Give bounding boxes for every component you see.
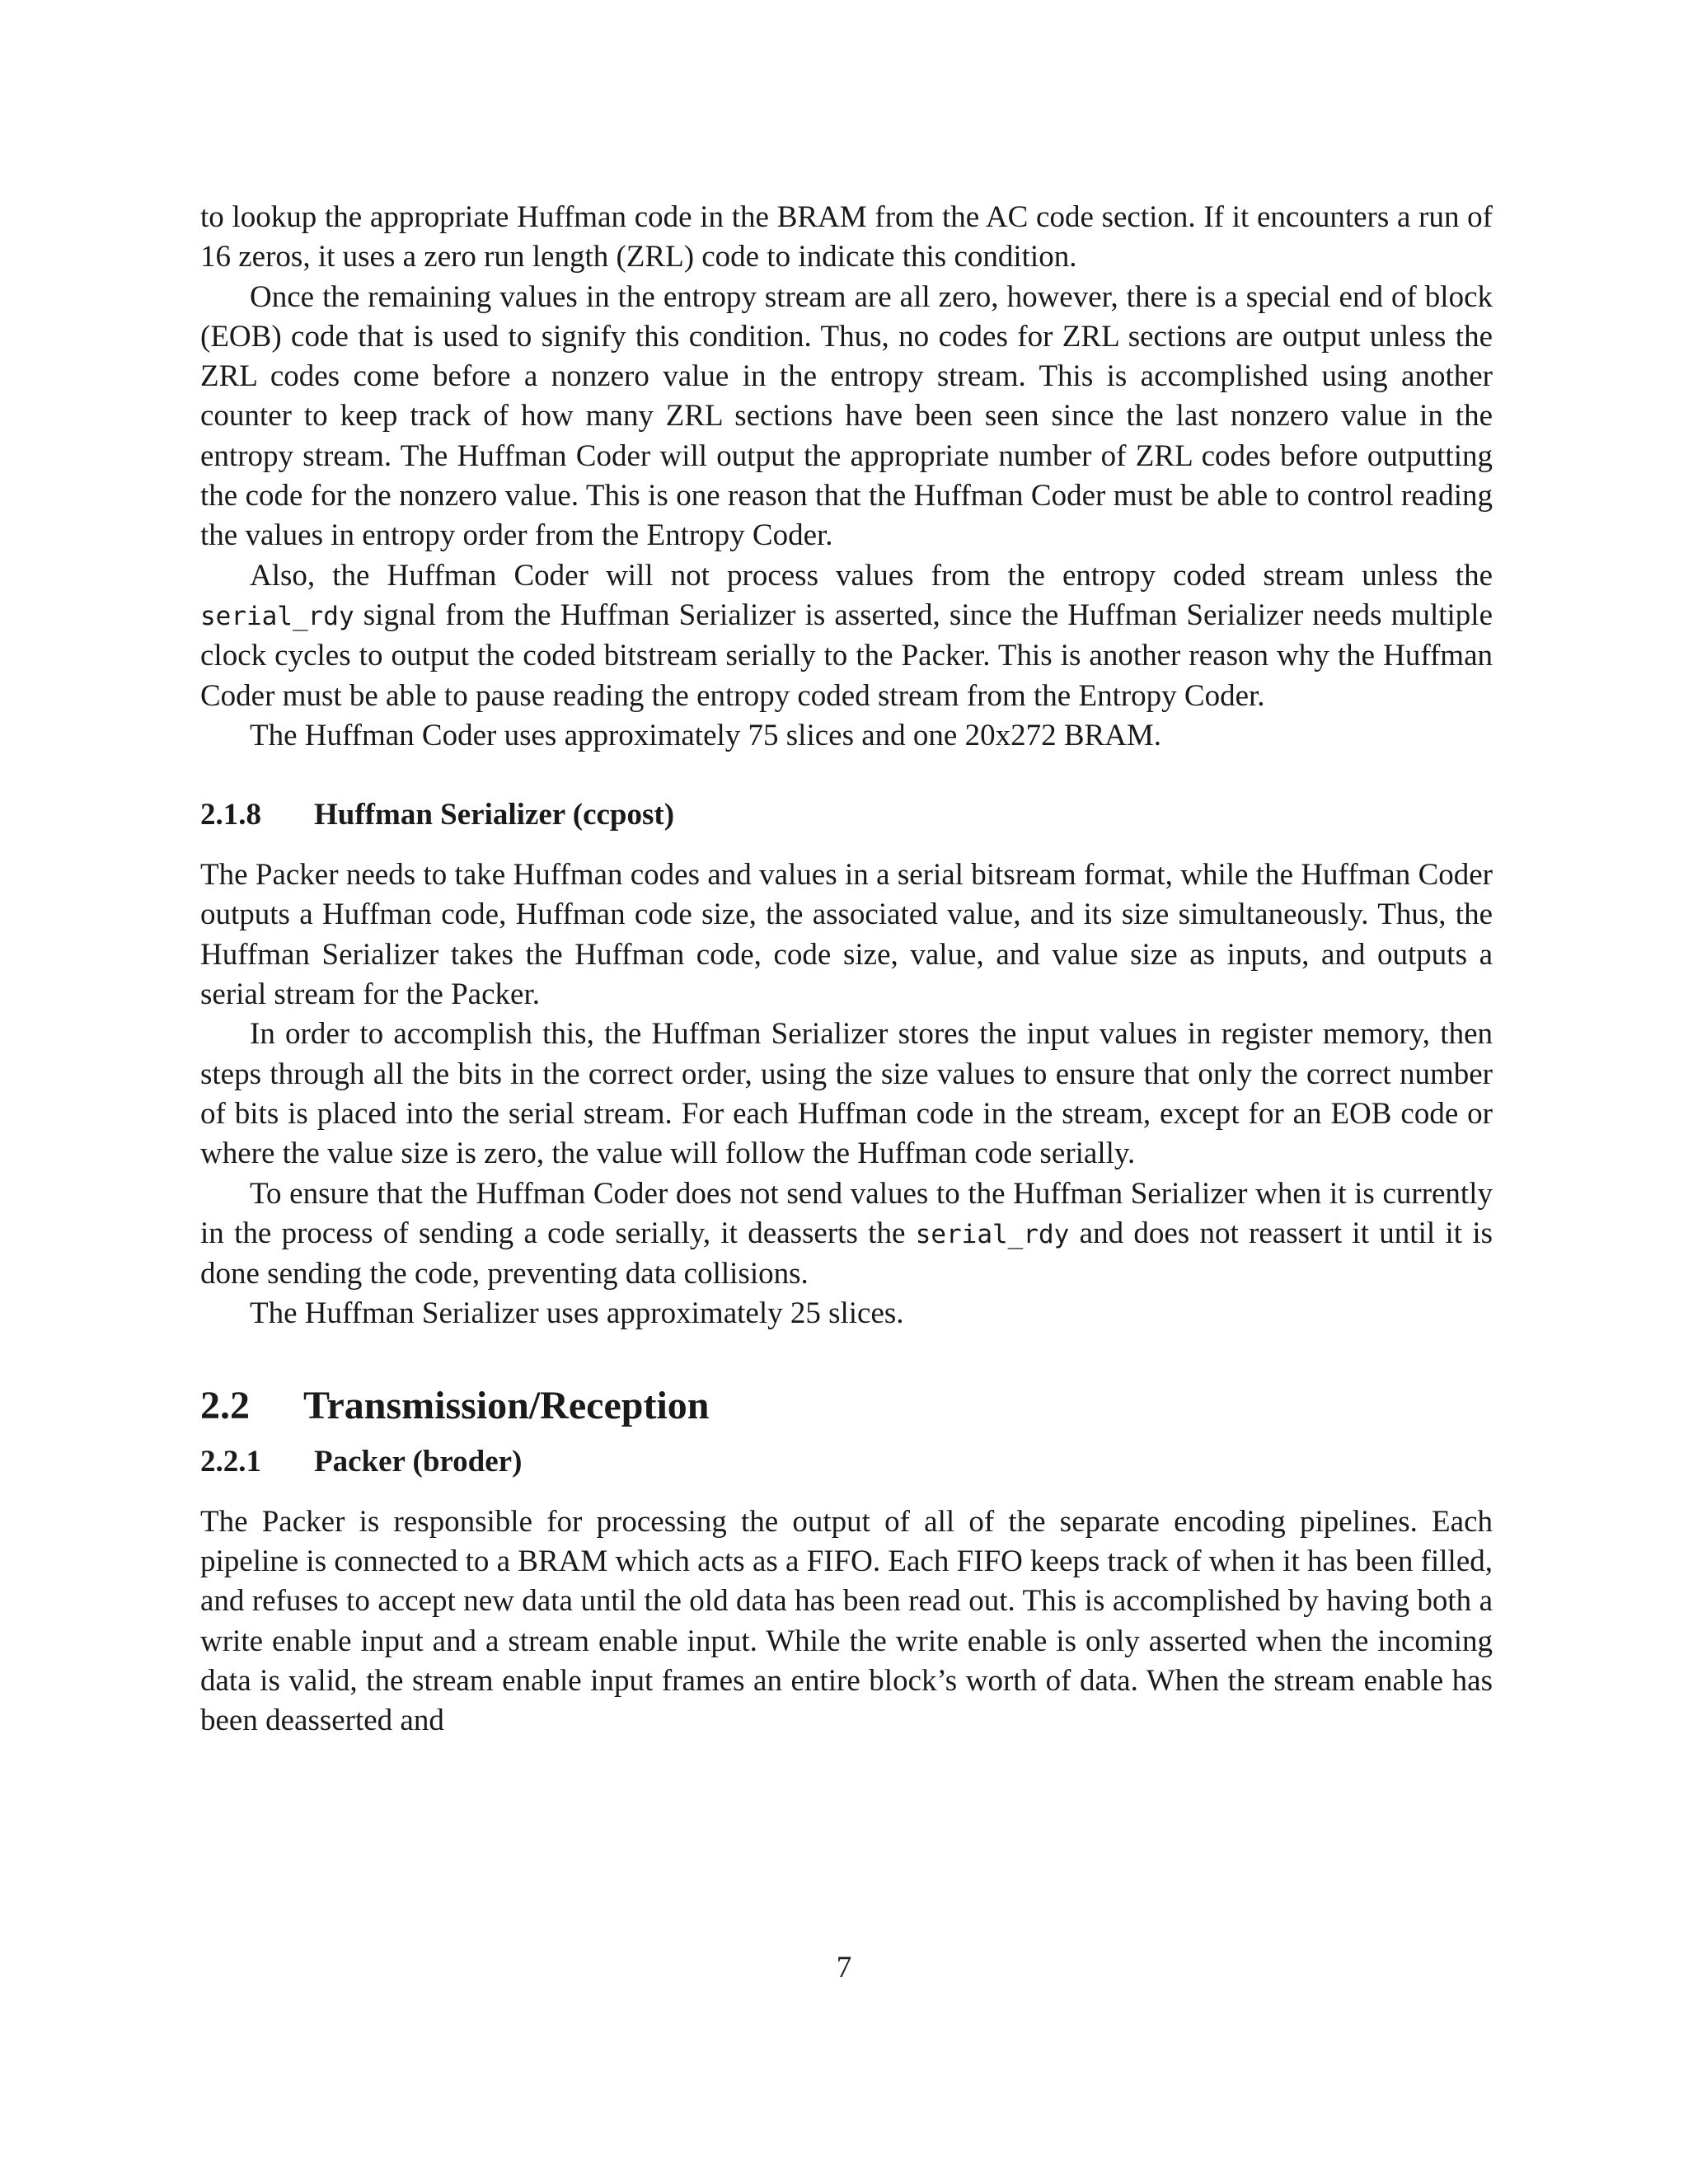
section-title: Packer (broder) [314, 1444, 523, 1479]
paragraph-serializer-intro: The Packer needs to take Huffman codes and values in a serial bitsream format, while the Huffman Coder outputs a Huffman code, Huffman code size, the associated value, and its size simultaneously. Thus, the Huffman Serializer takes the Huffman code, code size, value, and value size as inputs, and outputs a serial stream for the Packer. [200, 858, 1493, 1012]
page-body [200, 198, 1493, 1741]
paragraph-coder-usage: The Huffman Coder uses approximately 75 slices and one 20x272 BRAM. [250, 718, 1162, 752]
paragraph-serializer-deassert [200, 1174, 1493, 1295]
section-heading-2-1-8 [200, 795, 1493, 835]
page-number: 7 [836, 1951, 852, 1985]
section-title: Huffman Serializer (ccpost) [314, 798, 675, 832]
paragraph-serial-rdy [200, 556, 1493, 716]
paragraph-serializer-usage: The Huffman Serializer uses approximately 25 slices. [250, 1296, 904, 1331]
section-heading-2-2 [200, 1381, 1493, 1431]
paragraph-serializer-method: In order to accomplish this, the Huffman Serializer stores the input values in register memory, then steps through all the bits in the correct order, using the size values to ensure that only the correct number of bits is placed into the serial stream. For each Huffman code in the stream, except for an EOB code or where the value size is zero, the value will follow the Huffman code serially. [200, 1017, 1493, 1171]
inline-code: serial_rdy [915, 1219, 1070, 1249]
paragraph-text: Also, the Huffman Coder will not process values from the entropy coded stream unless the [250, 558, 1493, 593]
section-number: 2.2.1 [200, 1444, 261, 1479]
section-title: Transmission/Reception [303, 1383, 710, 1427]
section-heading-2-2-1 [200, 1442, 1493, 1482]
paragraph-continued: to lookup the appropriate Huffman code in the BRAM from the AC code section. If it encounters a run of 16 zeros, it uses a zero run length (ZRL) code to indicate this condition. [200, 200, 1493, 274]
section-number: 2.2 [200, 1383, 250, 1427]
paragraph-eob: Once the remaining values in the entropy stream are all zero, however, there is a special end of block (EOB) code that is used to signify this condition. Thus, no codes for ZRL sections are output unless the ZRL codes come before a nonzero value in the entropy stream. This is accomplished using another counter to keep track of how many ZRL sections have been seen since the last nonzero value in the entropy stream. The Huffman Coder will output the appropriate number of ZRL codes before outputting the code for the nonzero value. This is one reason that the Huffman Coder must be able to control reading the values in entropy order from the Entropy Coder. [200, 279, 1493, 553]
paragraph-packer: The Packer is responsible for processing the output of all of the separate encoding pipelines. Each pipeline is connected to a BRAM which acts as a FIFO. Each FIFO keeps track of when it has been filled, and refuses to accept new data until the old data has been read out. This is accomplished by having both a write enable input and a stream enable input. While the write enable is only asserted when the incoming data is valid, the stream enable input frames an entire block’s worth of data. When the stream enable has been deasserted and [200, 1504, 1493, 1738]
inline-code: serial_rdy [200, 601, 354, 631]
paragraph-text: signal from the Huffman Serializer is asserted, since the Huffman Serializer needs multiple clock cycles to output the coded bitstream serially to the Packer. This is another reason why the Huffman Coder must be able to pause reading the entropy coded stream from the Entropy Coder. [200, 598, 1493, 713]
section-number: 2.1.8 [200, 798, 261, 832]
paragraph-text: To ensure that the Huffman Coder does not send values to the Huffman Serializer when it is currently in the process of sending a code serially, it deasserts the [200, 1176, 1493, 1250]
paragraph-text: and does not reassert it until it is done sending the code, preventing data collisions. [200, 1216, 1493, 1291]
